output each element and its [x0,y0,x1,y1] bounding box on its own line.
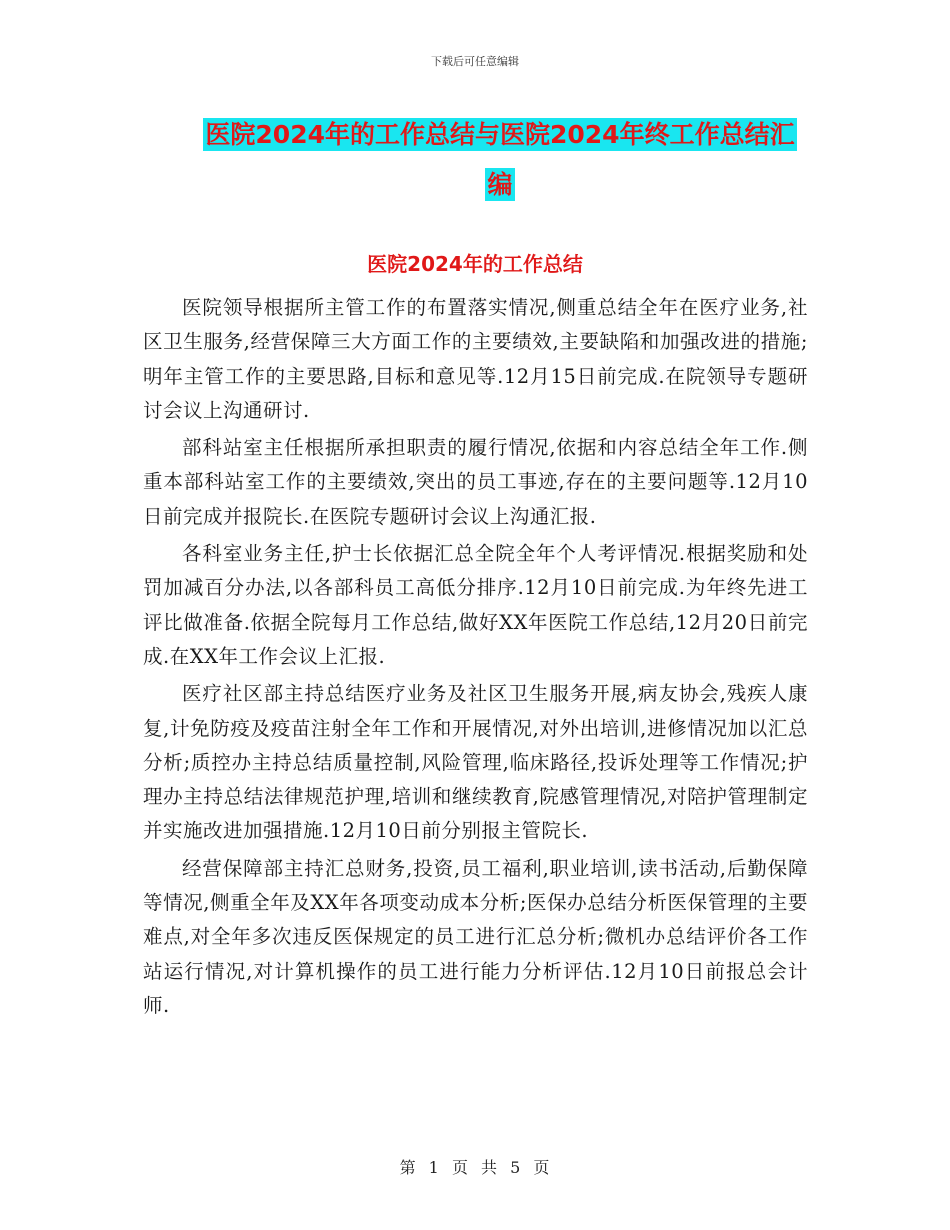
document-body [143,291,808,1026]
paragraph: 部科站室主任根据所承担职责的履行情况,依据和内容总结全年工作.侧重本部科站室工作的主要绩效,突出的员工事迹,存在的主要问题等.12月10日前完成并报院长.在医院专题研讨会议上沟通汇报. [143,436,808,528]
section-title: 医院2024年的工作总结 [367,252,583,276]
document-title-line-1: 医院2024年的工作总结与医院2024年终工作总结汇 [205,120,795,149]
document-title-line-2: 编 [487,170,513,199]
header-note: 下载后可任意编辑 [431,55,519,68]
paragraph: 各科室业务主任,护士长依据汇总全院全年个人考评情况.根据奖励和处罚加减百分办法,以各部科员工高低分排序.12月10日前完成.为年终先进工评比做准备.依据全院每月工作总结,做好XX年医院工作总结,12月20日前完成.在XX年工作会议上汇报. [143,542,808,668]
paragraph: 医院领导根据所主管工作的布置落实情况,侧重总结全年在医疗业务,社区卫生服务,经营保障三大方面工作的主要绩效,主要缺陷和加强改进的措施;明年主管工作的主要思路,目标和意见等.12月15日前完成.在院领导专题研讨会议上沟通研讨. [143,296,808,422]
paragraph: 医疗社区部主持总结医疗业务及社区卫生服务开展,病友协会,残疾人康复,计免防疫及疫苗注射全年工作和开展情况,对外出培训,进修情况加以汇总分析;质控办主持总结质量控制,风险管理,临床路径,投诉处理等工作情况;护理办主持总结法律规范护理,培训和继续教育,院感管理情况,对陪护管理制定并实施改进加强措施.12月10日前分别报主管院长. [143,682,808,843]
page-footer: 第 1 页 共 5 页 [399,1158,551,1177]
document-title [190,110,810,210]
paragraph: 经营保障部主持汇总财务,投资,员工福利,职业培训,读书活动,后勤保障等情况,侧重全年及XX年各项变动成本分析;医保办总结分析医保管理的主要难点,对全年多次违反医保规定的员工进行汇总分析;微机办总结评价各工作站运行情况,对计算机操作的员工进行能力分析评估.12月10日前报总会计师. [143,856,808,1017]
